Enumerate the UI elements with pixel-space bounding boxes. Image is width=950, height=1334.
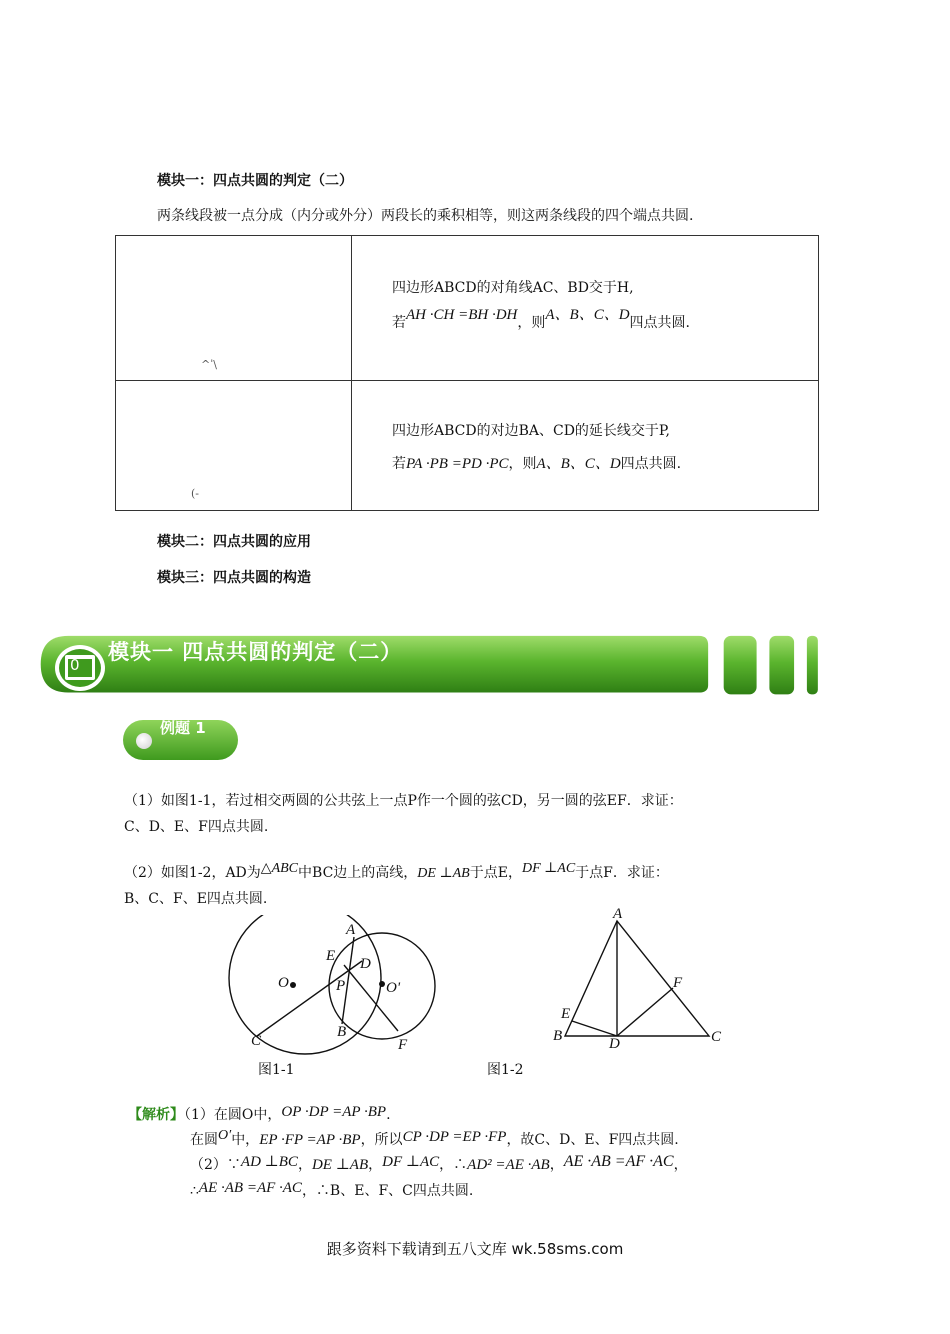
problem-2-line2: B、C、F、E四点共圆.	[124, 891, 268, 907]
label-D: D	[360, 956, 371, 972]
then-word: ，则	[517, 314, 546, 331]
figure-cell	[116, 381, 352, 511]
text: 在圆	[190, 1132, 218, 1148]
label-B: B	[337, 1024, 347, 1040]
formula: EP ·FP =AP ·BP	[259, 1132, 361, 1148]
text: ，∴	[439, 1157, 468, 1173]
perpendicular-de	[572, 1021, 617, 1036]
problem-1-line2: C、D、E、F四点共圆.	[124, 819, 269, 835]
formula: DE ⊥AB	[311, 1157, 369, 1173]
label-F: F	[398, 1037, 408, 1053]
theorem-condition	[392, 452, 817, 473]
center-o-point	[290, 982, 296, 988]
solution-line3: （2）∵AD ⊥BC，DE ⊥AB，DF ⊥AC，∴AD² =AE ·AB，AE ·AB =AF ·AC，	[190, 1153, 688, 1173]
formula: AE ·AB =AF ·AC	[563, 1153, 674, 1170]
formula: PA ·PB =PD ·PC	[406, 456, 509, 472]
formula: OP ·DP =AP ·BP	[281, 1104, 387, 1120]
figure-1-2	[555, 915, 725, 1045]
text: 中，	[231, 1132, 260, 1148]
label-C: C	[251, 1033, 262, 1049]
label-O-prime: O'	[386, 980, 401, 996]
problem-2-line1	[124, 862, 669, 882]
figure-fragment: (-	[191, 487, 200, 500]
figure-1-1-caption: 图1-1	[258, 1062, 295, 1078]
text: 于点E，	[469, 865, 522, 881]
points: A、B、C、D	[545, 306, 630, 323]
conclusion: 四点共圆.	[620, 456, 682, 472]
center-o-prime-point	[379, 981, 385, 987]
module-banner-title: 模块一 四点共圆的判定（二）	[108, 640, 403, 664]
table-row	[116, 381, 819, 511]
condition-table	[115, 235, 819, 511]
text: （2）∵	[190, 1157, 241, 1173]
figure-cell	[116, 236, 352, 381]
formula: DE ⊥AB	[417, 866, 470, 881]
footer-source-text: 跟多资料下载请到五八文库 wk.58sms.com	[326, 1240, 624, 1258]
problem-1-line1: （1）如图1-1，若过相交两圆的公共弦上一点P作一个圆的弦CD，另一圆的弦EF．求证：	[124, 793, 683, 809]
solution-line1	[128, 1104, 391, 1124]
theorem-condition	[392, 306, 817, 332]
label-E: E	[561, 1006, 571, 1022]
formula: AE ·AB =AF ·AC	[198, 1180, 302, 1196]
badge-number: 0	[70, 656, 80, 674]
solution-line2	[190, 1129, 679, 1149]
formula: CP ·DP =EP ·FP	[402, 1129, 507, 1145]
formula: AH ·CH =BH ·DH	[406, 306, 518, 323]
theorem-cell	[352, 236, 819, 381]
label-P: P	[336, 978, 346, 994]
triangle-notation: △ABC	[260, 861, 299, 876]
formula: DF ⊥AC	[521, 861, 576, 876]
solution-line4	[190, 1180, 473, 1200]
label-C: C	[711, 1029, 722, 1045]
formula: AD ⊥BC	[240, 1154, 298, 1170]
theorem-line: 四边形ABCD的对角线AC、BD交于H,	[392, 279, 634, 296]
module3-outline-title: 模块三：四点共圆的构造	[157, 570, 311, 586]
label-A: A	[613, 906, 623, 922]
text: ，所以	[360, 1132, 403, 1148]
circle-notation: O′	[218, 1128, 232, 1143]
figure-1-2-caption: 图1-2	[487, 1062, 524, 1078]
text: （1）在圆O中，	[184, 1107, 282, 1123]
text: ，故C、D、E、F四点共圆.	[506, 1132, 679, 1148]
formula: AD² =AE ·AB	[467, 1157, 550, 1173]
text: ∴	[190, 1183, 199, 1199]
label-O: O	[278, 975, 289, 991]
then-word: ，则	[508, 456, 537, 472]
conclusion: 四点共圆.	[629, 314, 690, 331]
label-D: D	[609, 1036, 620, 1052]
example-label: 例题 1	[160, 719, 206, 737]
module1-description: 两条线段被一点分成（内分或外分）两段长的乘积相等，则这两条线段的四个端点共圆.	[157, 208, 694, 224]
module-badge-icon	[54, 644, 106, 692]
label-E: E	[326, 948, 336, 964]
label-A: A	[346, 922, 356, 938]
theorem-cell	[352, 381, 819, 511]
text: ，∴B、E、F、C四点共圆.	[301, 1183, 474, 1199]
text: （2）如图1-2，AD为	[124, 865, 261, 881]
theorem-line: 四边形ABCD的对边BA、CD的延长线交于P,	[392, 423, 670, 439]
bullet-icon	[136, 733, 152, 749]
perpendicular-df	[617, 988, 673, 1036]
table-row	[116, 236, 819, 381]
module2-outline-title: 模块二：四点共圆的应用	[157, 534, 311, 550]
solution-tag: 【解析】	[128, 1107, 184, 1123]
text: .	[386, 1107, 391, 1123]
points: A、B、C、D	[536, 456, 621, 472]
label-B: B	[553, 1028, 563, 1044]
label-F: F	[673, 975, 683, 991]
text: 中BC边上的高线，	[298, 865, 418, 881]
if-word: 若	[392, 456, 406, 472]
chord-ef	[344, 965, 401, 1031]
figure-fragment: ^ˈ\	[201, 358, 217, 371]
text: 于点F．求证：	[575, 865, 669, 881]
formula: DF ⊥AC	[382, 1154, 440, 1170]
module1-outline-title: 模块一：四点共圆的判定（二）	[157, 173, 353, 189]
if-word: 若	[392, 314, 406, 331]
